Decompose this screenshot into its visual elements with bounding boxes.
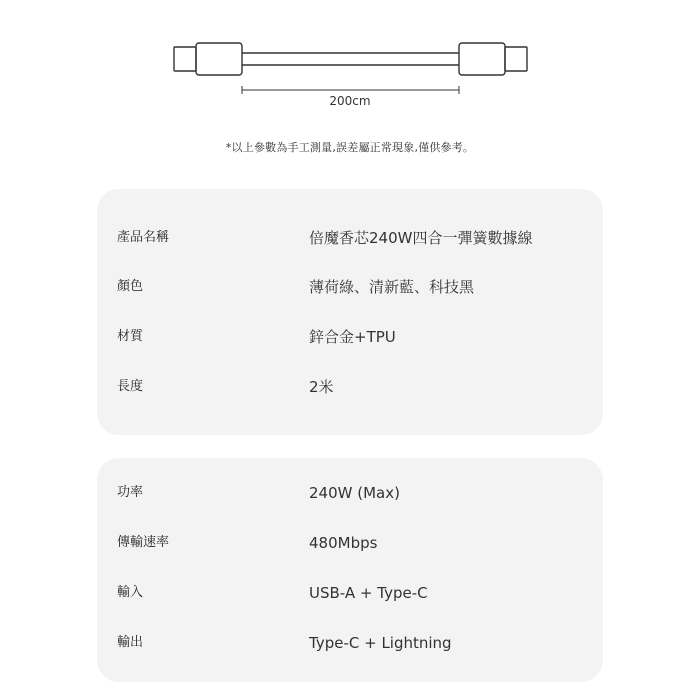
spec-value: Type-C + Lightning [309, 634, 452, 652]
spec-row-material [97, 324, 603, 350]
spec-value: 鋅合金+TPU [309, 328, 396, 346]
spec-row-output [97, 630, 603, 656]
spec-key: 材質 [117, 329, 144, 344]
spec-key: 長度 [117, 379, 144, 394]
spec-row-color [97, 274, 603, 300]
measurement-note: *以上參數為手工測量,誤差屬正常現象,僅供參考。 [225, 141, 475, 154]
spec-value: 薄荷綠、清新藍、科技黑 [309, 278, 475, 296]
spec-key: 功率 [117, 485, 144, 500]
spec-card-performance [97, 458, 603, 682]
spec-row-product-name [97, 225, 603, 251]
spec-value: 倍魔香芯240W四合一彈簧數據線 [309, 229, 533, 247]
spec-value: 2米 [309, 378, 334, 396]
spec-key: 傳輸速率 [117, 535, 170, 550]
spec-key: 輸入 [117, 585, 144, 600]
spec-key: 輸出 [117, 635, 144, 650]
spec-row-power [97, 480, 603, 506]
spec-key: 產品名稱 [117, 230, 170, 245]
spec-key: 顏色 [117, 279, 144, 294]
spec-value: 240W (Max) [309, 484, 400, 502]
spec-row-length [97, 374, 603, 400]
right-connector-tip [505, 47, 527, 71]
cable-length-label: 200cm [329, 94, 371, 108]
right-connector-body [459, 43, 505, 75]
left-connector-body [196, 43, 242, 75]
spec-value: 480Mbps [309, 534, 378, 552]
spec-row-transfer-rate [97, 530, 603, 556]
left-connector-tip [174, 47, 196, 71]
spec-value: USB-A + Type-C [309, 584, 428, 602]
spec-card-basic [97, 189, 603, 435]
spec-row-input [97, 580, 603, 606]
